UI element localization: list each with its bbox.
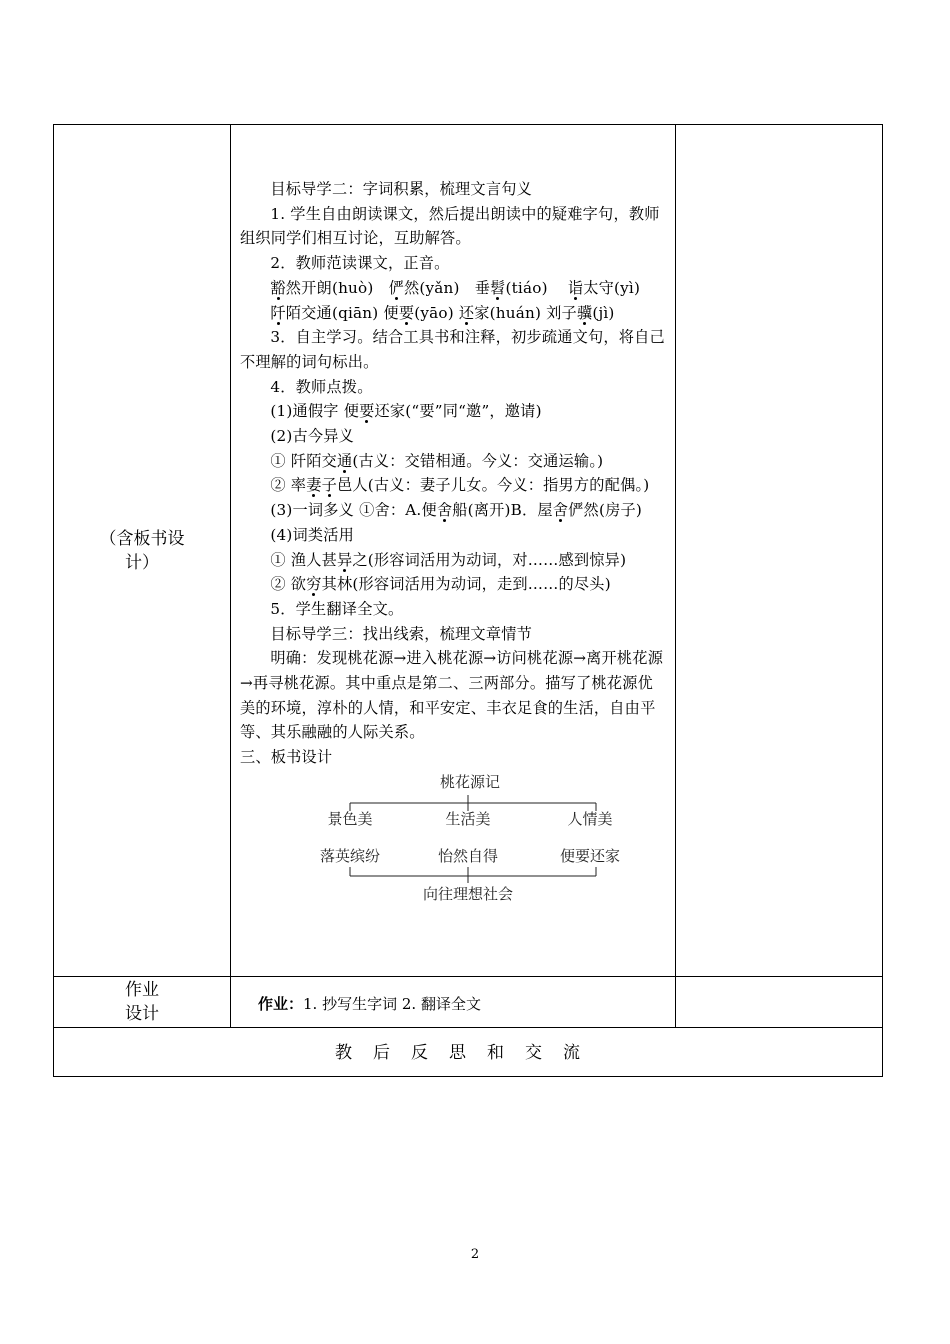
line-text: 其林(形容词活用为动词，走到……的尽头) <box>321 575 611 594</box>
column-divider-left <box>230 125 231 1027</box>
homework-label-line1: 作业 <box>125 980 159 1000</box>
polysemy-line <box>240 498 668 523</box>
reflection-row: 教后反思和交流 <box>335 1043 601 1063</box>
board-design-label-line1: （含板书设 <box>99 529 185 549</box>
char-dotted: 异 <box>336 550 353 569</box>
line-text: (3)一词多义 ①舍：A.便 <box>270 501 437 520</box>
char-dotted: 要 <box>398 303 415 322</box>
char-dotted: 妻 <box>306 476 322 495</box>
line-text: 之(形容词活用为动词，对……感到惊异) <box>352 550 627 569</box>
gujin-item-2 <box>240 473 668 498</box>
board-design-label <box>54 527 230 575</box>
board-conclusion: 向往理想社会 <box>422 885 514 903</box>
char-dotted: 要 <box>359 402 375 421</box>
line-text: ② 欲 <box>270 575 307 594</box>
pronunciation-text: 家(huán) 刘子 <box>474 303 577 322</box>
char-dotted: 舍 <box>436 501 453 520</box>
line-text: (古义：交错相通。今义：交通运输。) <box>352 451 604 470</box>
char-dotted: 还 <box>458 303 475 322</box>
homework-label <box>54 978 230 1026</box>
pronunciation-text: (yāo) <box>414 303 459 322</box>
board-top-connector <box>350 795 596 811</box>
board-design-diagram <box>310 769 630 909</box>
char-dotted: 髫 <box>490 278 506 297</box>
step-4: 4．教师点拨。 <box>270 377 373 396</box>
goal-three-heading: 目标导学三：找出线索，梳理文章情节 <box>270 624 532 643</box>
line-text: 船(离开)B．屋 <box>452 501 553 520</box>
pronunciation-text: 然开朗(huò) <box>285 278 389 297</box>
lesson-content <box>240 177 668 770</box>
char-dotted: 阡 <box>270 303 286 322</box>
word-class-item-1 <box>240 548 668 573</box>
clarification-paragraph: 明确：发现桃花源→进入桃花源→访问桃花源→离开桃花源→再寻桃花源。其中重点是第二、三两部分。描写了桃花源优美的环境，淳朴的人情，和平安定、丰衣足食的生活，自由平等、其乐融融的人际关系。 <box>240 649 664 742</box>
board-node-content: 怡然自得 <box>437 847 499 865</box>
line-text: ① 渔人甚 <box>270 550 337 569</box>
board-node-invite: 便要还家 <box>559 847 621 865</box>
pronunciation-text: 陌交通(qiān) 便 <box>285 303 399 322</box>
line-text: (1)通假字 便 <box>270 402 360 421</box>
board-design-label-line2: 计） <box>125 553 159 573</box>
step-2: 2．教师范读课文，正音。 <box>270 254 450 273</box>
row-divider-homework <box>54 976 882 977</box>
homework-text: 1. 抄写生字词 2. 翻译全文 <box>303 995 481 1013</box>
line-text: 邑人(古义：妻子儿女。今义：指男方的配偶。) <box>336 476 650 495</box>
char-dotted: 子 <box>321 476 337 495</box>
board-node-petals: 落英缤纷 <box>319 847 381 865</box>
board-design-heading: 三、板书设计 <box>240 748 333 767</box>
line-text: 俨然(房子) <box>568 501 642 520</box>
char-dotted: 骥 <box>576 303 593 322</box>
gujin-item-1 <box>240 449 668 474</box>
tongjiazi-line <box>240 399 668 424</box>
pronunciation-text: 太守(yì) <box>583 278 641 297</box>
step-3: 3．自主学习。结合工具书和注释，初步疏通文句，将自己不理解的词句标出。 <box>240 328 665 371</box>
step-1: 1. 学生自由朗读课文，然后提出朗读中的疑难字句，教师组织同学们相互讨论，互助解答。 <box>240 204 660 248</box>
goal-two-heading: 目标导学二：字词积累，梳理文言句义 <box>270 180 532 198</box>
page-number: 2 <box>470 1247 480 1262</box>
homework-content <box>258 993 481 1014</box>
line-text: ② 率 <box>270 476 307 495</box>
board-title: 桃花源记 <box>439 773 501 791</box>
char-dotted: 诣 <box>567 278 584 297</box>
board-bottom-connector <box>350 867 596 883</box>
step-5: 5．学生翻译全文。 <box>270 599 404 618</box>
char-dotted: 豁 <box>270 278 286 297</box>
pronunciation-text: 然(yǎn) 垂 <box>403 278 491 297</box>
lesson-table <box>53 124 883 1077</box>
gujin-heading: (2)古今异义 <box>270 427 355 446</box>
pronunciation-line-1 <box>240 276 668 301</box>
board-node-people: 人情美 <box>567 810 613 828</box>
column-divider-right <box>675 125 676 1027</box>
line-text: ① <box>270 451 286 470</box>
char-dotted: 通 <box>336 451 353 470</box>
word-class-item-2 <box>240 572 668 597</box>
word-class-heading: (4)词类活用 <box>270 525 355 544</box>
board-node-scenery: 景色美 <box>327 810 373 828</box>
row-divider-footer <box>54 1027 882 1028</box>
board-node-life: 生活美 <box>445 810 491 828</box>
char-dotted: 俨 <box>388 278 404 297</box>
pronunciation-line-2 <box>240 301 668 326</box>
line-text: 还家(“要”同“邀”，邀请) <box>374 402 542 421</box>
homework-prefix: 作业： <box>258 995 304 1013</box>
pronunciation-text: (tiáo) <box>505 278 568 297</box>
homework-label-line2: 设计 <box>125 1004 159 1024</box>
line-text: 阡陌交 <box>290 451 337 470</box>
pronunciation-text: (jì) <box>592 303 615 322</box>
char-dotted: 舍 <box>552 501 569 520</box>
char-dotted: 穷 <box>306 575 322 594</box>
